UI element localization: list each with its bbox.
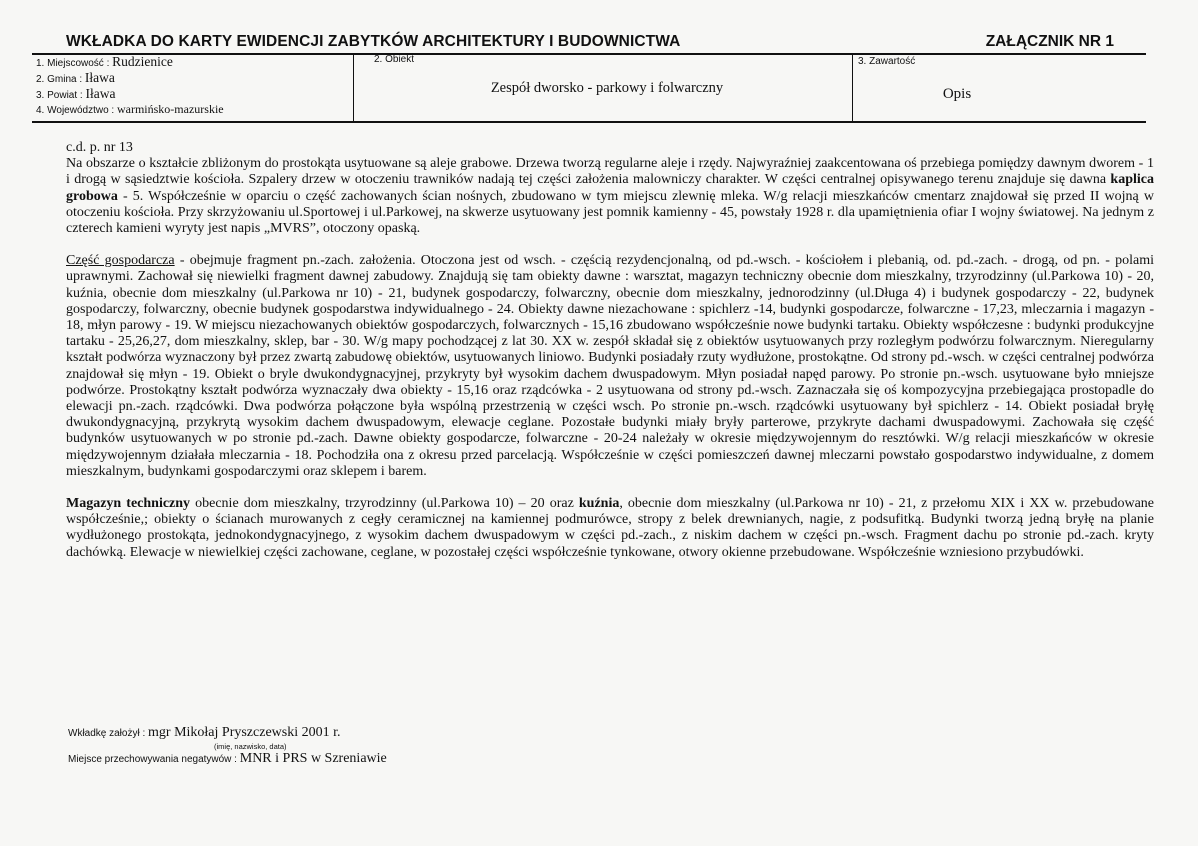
attachment-number: ZAŁĄCZNIK NR 1 [985, 33, 1114, 50]
object-value: Zespół dworsko - parkowy i folwarczny [490, 80, 724, 96]
district-label: 3. Powiat : [36, 90, 83, 101]
paragraph-warehouse-text-1: obecnie dom mieszkalny, trzyrodzinny (ul.Parkowa 10) – 20 oraz [190, 496, 579, 512]
paragraph-warehouse-bold-2: kuźnia [578, 496, 620, 512]
author-hint: (imię, nazwisko, data) [214, 742, 287, 751]
storage-value: MNR i PRS w Szreniawie [239, 751, 387, 766]
column-divider-1 [353, 54, 354, 121]
commune-label: 2. Gmina : [36, 74, 83, 85]
paragraph-park-bold: kaplica grobowa [66, 172, 1154, 204]
paragraph-park-text-2: - 5. Współcześnie w oparciu o część zachowanych ścian nośnych, zbudowano w tym miejscu zlewnię mleka. W/g relacji mieszkańców cmentarz znajdował się przed II wojną w otoczeniu kościoła. Przy skrzyżowaniu ul.Sportowej i ul.Parkowej, na skwerze usytuowany jest pomnik kamienny - 45, powstały 1928 r. dla upamiętnienia ofiar I wojny światowej. Na jednym z czterech kamieni wyryty jest napis „MVRS”, otoczony opaską. [66, 188, 1154, 237]
paragraph-farm [66, 253, 1154, 480]
content-value: Opis [942, 86, 972, 102]
locality-label: 1. Miejscowość : [36, 58, 110, 69]
voivodeship-label: 4. Województwo : [36, 105, 115, 116]
locality-row [36, 54, 173, 70]
locality-value: Rudzienice [112, 54, 173, 69]
author-row [68, 725, 341, 741]
paragraph-warehouse-bold-1: Magazyn techniczny [66, 496, 191, 512]
commune-value: Iława [84, 70, 115, 85]
paragraph-warehouse [66, 496, 1154, 561]
header-top-rule [32, 53, 1146, 55]
description-body [66, 140, 1154, 561]
object-label: 2. Obiekt [374, 54, 415, 65]
paragraph-farm-text: - obejmuje fragment pn.-zach. założenia. Otoczona jest od wsch. - częścią rezydencjonalną, od pd.-wsch. - kościołem i plebanią, od. pd.-zach. - drogą, od pn. - polami uprawnymi. Zachował się niewielki fragment dawnej zabudowy. Znajdują się tam obiekty dawne : warsztat, magazyn techniczny obecnie dom mieszkalny, trzyrodzinny (ul.Parkowa 10) - 20, kuźnia, obecnie dom mieszkalny (ul.Parkowa nr 10) - 21, budynek gospodarczy, folwarczny, obecnie dom mieszkalny, jednorodzinny (ul.Długa 4) i budynek gospodarczy - 22, budynek gospodarczy, folwarczny, obecnie budynek gospodarstwa indywidualnego - 24. Obiekty dawne niezachowane : spichlerz -14, budynki gospodarcze, folwarczne - 17,23, mleczarnia i magazyn - 18, młyn parowy - 19. W miejscu niezachowanych obiektów gospodarczych, folwarcznych - 15,16 zbudowano współcześnie nowe budynki tartaku. Obiekty współczesne : budynki produkcyjne tartaku - 25,26,27, dom mieszkalny, sklep, bar - 30. W/g mapy pochodzącej z lat 30. XX w. zespół składał się z obiektów usytuowanych przy rozległym podwórzu folwarcznym. Nieregularny kształt podwórza wyznaczony był przez zwartą zabudowę obiektów, usytuowanych liniowo. Budynki posiadały rzuty wydłużone, prostokątne. Od strony pd.-wsch. w części centralnej podwórza znajdował się młyn - 19. Obiekt o bryle dwukondygnacyjnej, przykryty był wysokim dachem dwuspadowym. Młyn posiadał napęd parowy. Po stronie pn.-wsch. usytuowane było mniejsze podwórze. Prostokątny kształt podwórza wyznaczały dwa obiekty - 15,16 oraz rządcówka - 2 usytuowana od strony pd.-wsch. Zaznaczała się oś kompozycyjna przebiegająca prostopadle do elewacji pn.-zach. rządcówki. Dwa podwórza połączone była wspólną przestrzenią w części wsch. Po stronie pn.-wsch. rządcówki usytuowany był spichlerz - 14. Obiekt posiadał bryłę dwukondygnacyjną, przykrytą wysokim dachem dwuspadowym, elewacje ceglane. Pozostałe budynki miały bryły parterowe, przykryte dachami dwuspadowymi. Zachowała się część budynków usytuowanych w po stronie pd.-zach. Dawne obiekty gospodarcze, folwarczne - 20-24 należały w okresie międzywojennym do resztówki. W/g relacji mieszkańców w okresie międzywojennym działała mleczarnia - 18. Pochodziła ona z okresu przed parcelacją. Współcześnie w części pomieszczeń dawnej mleczarni powstało gospodarstwo indywidualne, z domem mieszkalnym, budynkami gospodarczymi oraz sklepem i barem. [66, 253, 1154, 479]
paragraph-park-text-1: Na obszarze o kształcie zbliżonym do prostokąta usytuowane są aleje grabowe. Drzewa tworzą regularne aleje i rzędy. Najwyraźniej zaakcentowana oś przebiega pomiędzy dawnym dworem - 1 i drogą w sąsiedztwie kościoła. Szpalery drzew w otoczeniu trawników nadają tej części założenia malowniczy charakter. W części centralnej opisywanego terenu znajduje się dawna [66, 156, 1154, 188]
form-title: WKŁADKA DO KARTY EWIDENCJI ZABYTKÓW ARCHITEKTURY I BUDOWNICTWA [66, 33, 681, 50]
author-label: Wkładkę założył : [68, 728, 146, 739]
district-row [36, 86, 115, 102]
continuation-note: c.d. p. nr 13 [66, 140, 133, 155]
header-bottom-rule [32, 121, 1146, 123]
district-value: Iława [85, 86, 116, 101]
paragraph-farm-heading: Część gospodarcza [66, 253, 175, 269]
storage-label: Miejsce przechowywania negatywów : [68, 754, 237, 765]
paragraph-park [66, 156, 1154, 237]
voivodeship-row [36, 102, 224, 117]
paragraph-warehouse-text-2: , obecnie dom mieszkalny (ul.Parkowa nr 10) - 21, z przełomu XIX i XX w. przebudowane współcześnie,; obiekty o ścianach murowanych z cegły ceramicznej na kamiennej podmurówce, stropy z belek drewnianych, nagie, z podsufitką. Budynki tworzą jedną bryłę na planie wydłużonego prostokąta, jednokondygnacyjnego, z wysokim dachem dwuspadowym w części pd.-zach., z niskim dachem w części pn.-wsch. Fragment dachu po stronie pd.-zach. kryty dachówką. Elewacje w niewielkiej części zachowane, ceglane, w pozostałej części współcześnie tynkowane, otwory okienne przebudowane. Współcześnie wzniesiono przybudówki. [66, 496, 1155, 560]
commune-row [36, 70, 115, 86]
voivodeship-value: warmińsko-mazurskie [116, 102, 224, 116]
author-value: mgr Mikołaj Pryszczewski 2001 r. [148, 725, 341, 740]
storage-row [68, 751, 387, 767]
content-label: 3. Zawartość [858, 56, 916, 67]
